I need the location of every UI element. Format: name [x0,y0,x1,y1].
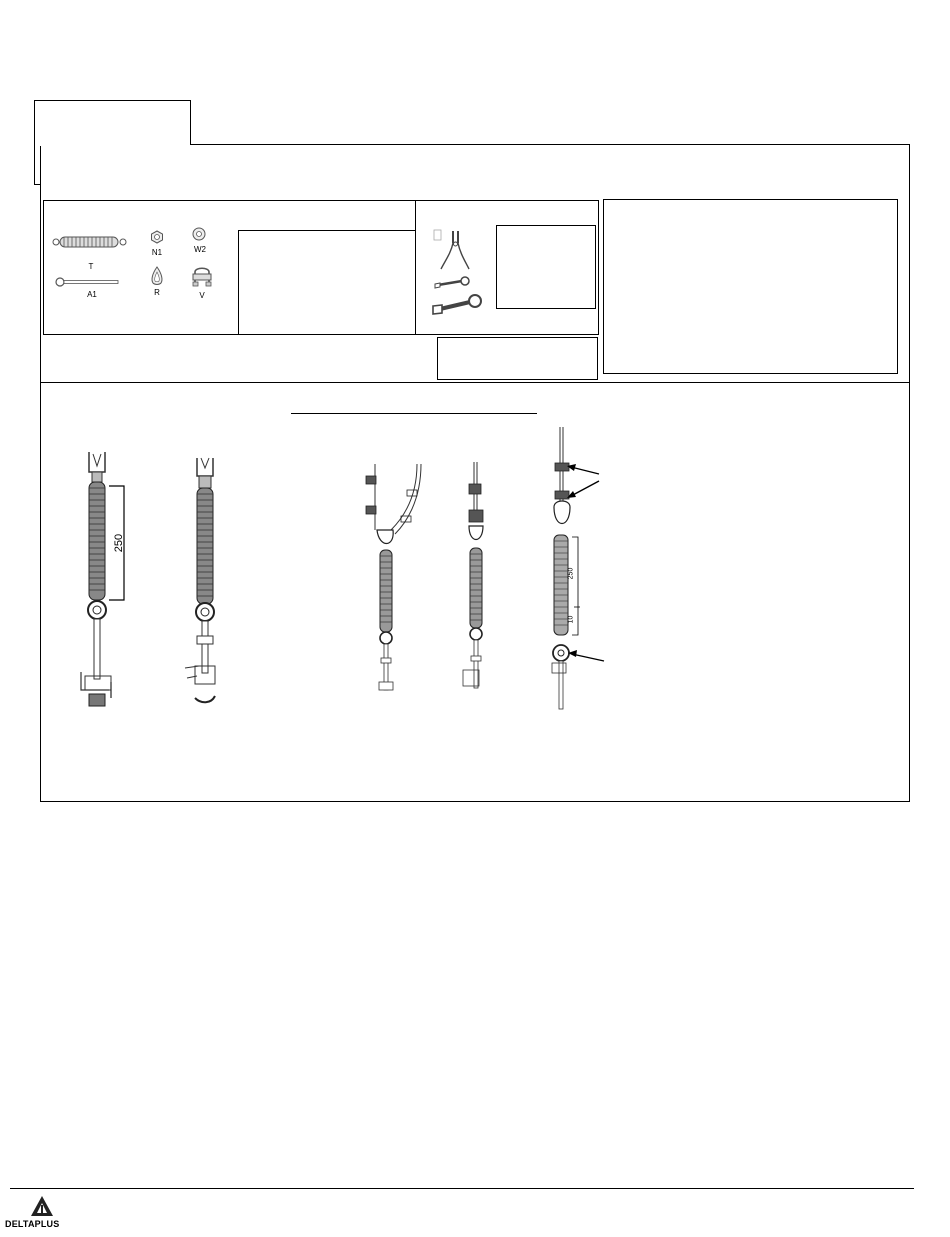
footer-rule [10,1188,914,1189]
installation-figure-2 [183,452,243,710]
tools-caption-box [437,337,598,380]
tools-note-box [496,225,596,309]
figure-5-dimension-lower: 10 [567,615,575,624]
installation-figure-1 [75,450,155,718]
washer-icon [192,227,206,241]
brand-name: DELTAPLUS [5,1219,60,1229]
thimble-label: R [154,288,160,297]
arrow-icon [565,478,605,502]
tab-joint [35,143,190,146]
arrow-icon [565,460,605,480]
figure-5-dimension-upper: 250 [567,567,575,580]
components-note-box [238,230,416,335]
large-wrench-icon [432,294,484,316]
nut-label: N1 [151,248,163,257]
pliers-icon [433,227,473,273]
washer-label: W2 [194,245,206,254]
tensioner-label: T [88,262,94,271]
nut-icon [150,230,164,244]
small-wrench-icon [434,276,472,290]
eye-bolt-icon [54,276,120,288]
figure-1-dimension: 250 [113,533,125,553]
section-heading-underline [291,413,537,414]
deltaplus-logo-icon [30,1195,54,1217]
info-box [603,199,898,374]
wire-clamp-icon [190,264,214,288]
section-divider [41,382,909,383]
tensioner-icon [50,232,130,252]
installation-figure-4 [455,460,495,696]
wire-clamp-label: V [199,291,205,300]
arrow-icon [566,648,606,664]
installation-figure-3 [357,460,427,700]
thimble-icon [150,266,164,286]
eye-bolt-label: A1 [87,290,97,299]
